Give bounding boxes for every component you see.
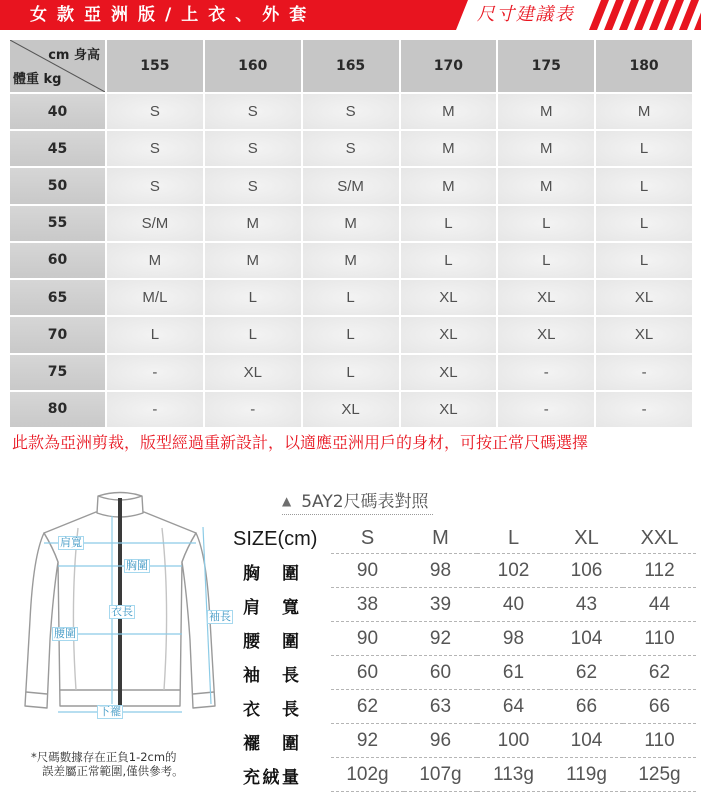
size-cell: L (205, 280, 301, 315)
measure-label: 衣長 (243, 699, 299, 720)
size-cell: M (107, 243, 203, 278)
measure-value-cell: 62 (550, 656, 623, 690)
fit-note: 此款為亞洲剪裁，版型經過重新設計，以適應亞洲用戶的身材，可按正常尺碼選擇 (12, 433, 589, 452)
size-cell: M (596, 94, 692, 129)
size-cell: M (401, 131, 497, 166)
corner-height-label: cm 身高 (48, 48, 100, 63)
size-cell: XL (303, 392, 399, 427)
size-cell: L (107, 317, 203, 352)
measure-value-cell: 62 (623, 656, 696, 690)
weight-cell: 70 (10, 317, 105, 352)
size-cell: L (596, 206, 692, 241)
weight-cell: 45 (10, 131, 105, 166)
size-cell: L (498, 243, 594, 278)
table-corner-cell (10, 40, 105, 92)
measure-value-cell: 66 (550, 690, 623, 724)
sleeve-label: 袖長 (209, 610, 231, 623)
size-header-cell: L (477, 524, 550, 554)
measure-label: 袖長 (243, 665, 299, 686)
size-cell: S (205, 94, 301, 129)
size-cell: - (498, 392, 594, 427)
footnote-line-2: 誤差屬正常範圍,僅供參考。 (42, 764, 184, 778)
size-cell: - (205, 392, 301, 427)
size-cell: M/L (107, 280, 203, 315)
size-cell: L (498, 206, 594, 241)
chest-label: 胸圍 (126, 559, 148, 572)
size-cell: M (401, 94, 497, 129)
measure-value-cell: 102 (477, 554, 550, 588)
size-cell: - (498, 355, 594, 390)
size-cell: XL (401, 280, 497, 315)
size-cell: M (303, 206, 399, 241)
measure-value-cell: 110 (623, 724, 696, 758)
size-cell: S (303, 131, 399, 166)
measure-value-cell: 90 (331, 554, 404, 588)
size-cell: L (401, 206, 497, 241)
measure-value-cell: 39 (404, 588, 477, 622)
hem-label: 下襬 (99, 705, 121, 718)
size-cell: M (205, 243, 301, 278)
size-cell: M (303, 243, 399, 278)
measure-value-cell: 92 (331, 724, 404, 758)
size-recommendation-table (10, 40, 692, 427)
measure-value-cell: 66 (623, 690, 696, 724)
size-cell: L (596, 131, 692, 166)
size-cell: S (303, 94, 399, 129)
measure-label-cell (228, 758, 331, 792)
shoulder-label: 肩寬 (60, 536, 82, 549)
size-cell: L (596, 168, 692, 203)
measure-label: 襬圍 (243, 733, 299, 754)
weight-cell: 65 (10, 280, 105, 315)
size-cell: - (596, 392, 692, 427)
size-cell: S (205, 168, 301, 203)
size-cell: S (107, 94, 203, 129)
weight-cell: 50 (10, 168, 105, 203)
measure-table-title-text: 5AY2尺碼表對照 (301, 492, 429, 512)
height-header-cell: 155 (107, 40, 203, 92)
page-subtitle: 尺寸建議表 (475, 4, 579, 25)
measurement-table (228, 524, 696, 792)
height-header-cell: 160 (205, 40, 301, 92)
corner-weight-label: 體重 kg (13, 72, 62, 87)
measure-value-cell: 102g (331, 758, 404, 792)
measure-label: 肩寬 (243, 597, 299, 618)
triangle-up-icon: ▲ (282, 494, 292, 508)
measure-value-cell: 92 (404, 622, 477, 656)
size-cell: M (401, 168, 497, 203)
measure-label: 充絨量 (243, 767, 299, 788)
measure-value-cell: 38 (331, 588, 404, 622)
weight-cell: 40 (10, 94, 105, 129)
size-cell: L (205, 317, 301, 352)
size-cell: S (205, 131, 301, 166)
measure-value-cell: 125g (623, 758, 696, 792)
measure-label-cell (228, 656, 331, 690)
measure-value-cell: 63 (404, 690, 477, 724)
size-cell: S/M (107, 206, 203, 241)
measure-label-cell (228, 622, 331, 656)
size-cell: S (107, 131, 203, 166)
size-header-cell: M (404, 524, 477, 554)
size-cell: XL (401, 317, 497, 352)
measure-value-cell: 100 (477, 724, 550, 758)
size-cell: XL (205, 355, 301, 390)
measure-value-cell: 60 (404, 656, 477, 690)
measure-label: 腰圍 (243, 631, 299, 652)
measure-value-cell: 107g (404, 758, 477, 792)
height-header-cell: 180 (596, 40, 692, 92)
size-header-cell: XL (550, 524, 623, 554)
measure-label-cell (228, 724, 331, 758)
weight-cell: 75 (10, 355, 105, 390)
measure-value-cell: 61 (477, 656, 550, 690)
weight-cell: 55 (10, 206, 105, 241)
weight-cell: 60 (10, 243, 105, 278)
size-cell: S/M (303, 168, 399, 203)
measure-label: 胸圍 (243, 563, 299, 584)
size-cell: - (596, 355, 692, 390)
height-header-cell: 165 (303, 40, 399, 92)
size-cell: M (498, 94, 594, 129)
length-label: 衣長 (111, 605, 133, 618)
measure-value-cell: 110 (623, 622, 696, 656)
size-column-header: SIZE(cm) (233, 527, 318, 550)
left-sleeve (25, 533, 58, 708)
size-cell: - (107, 355, 203, 390)
measure-value-cell: 104 (550, 622, 623, 656)
height-header-cell: 170 (401, 40, 497, 92)
size-cell: L (303, 280, 399, 315)
height-header-cell: 175 (498, 40, 594, 92)
size-cell: XL (596, 280, 692, 315)
measure-value-cell: 62 (331, 690, 404, 724)
weight-cell: 80 (10, 392, 105, 427)
size-cell: M (205, 206, 301, 241)
size-cell: - (107, 392, 203, 427)
measure-value-cell: 43 (550, 588, 623, 622)
size-cell: XL (401, 392, 497, 427)
measure-value-cell: 119g (550, 758, 623, 792)
measure-value-cell: 113g (477, 758, 550, 792)
measure-label-cell (228, 588, 331, 622)
measure-label-cell (228, 554, 331, 588)
size-cell: L (596, 243, 692, 278)
measure-value-cell: 40 (477, 588, 550, 622)
measure-value-cell: 104 (550, 724, 623, 758)
size-cell: M (498, 131, 594, 166)
size-cell: XL (498, 280, 594, 315)
page-title: 女款亞洲版/上衣、外套 (30, 5, 317, 25)
size-cell: L (303, 355, 399, 390)
measure-value-cell: 98 (404, 554, 477, 588)
size-cell: XL (596, 317, 692, 352)
size-cell: S (107, 168, 203, 203)
size-cell: XL (498, 317, 594, 352)
measure-value-cell: 64 (477, 690, 550, 724)
measure-value-cell: 106 (550, 554, 623, 588)
measure-value-cell: 112 (623, 554, 696, 588)
measure-value-cell: 96 (404, 724, 477, 758)
measure-value-cell: 60 (331, 656, 404, 690)
measure-value-cell: 98 (477, 622, 550, 656)
header-bar (0, 0, 701, 30)
footnote-line-1: *尺碼數據存在正負1-2cm的 (31, 750, 177, 764)
size-header-cell: XXL (623, 524, 696, 554)
measure-label-cell (228, 690, 331, 724)
waist-label: 腰圍 (54, 627, 76, 640)
size-cell: XL (401, 355, 497, 390)
size-cell: L (401, 243, 497, 278)
size-cell: M (498, 168, 594, 203)
size-cell: L (303, 317, 399, 352)
measure-table-title (282, 491, 433, 515)
measure-value-cell: 90 (331, 622, 404, 656)
measure-value-cell: 44 (623, 588, 696, 622)
size-header-cell: S (331, 524, 404, 554)
